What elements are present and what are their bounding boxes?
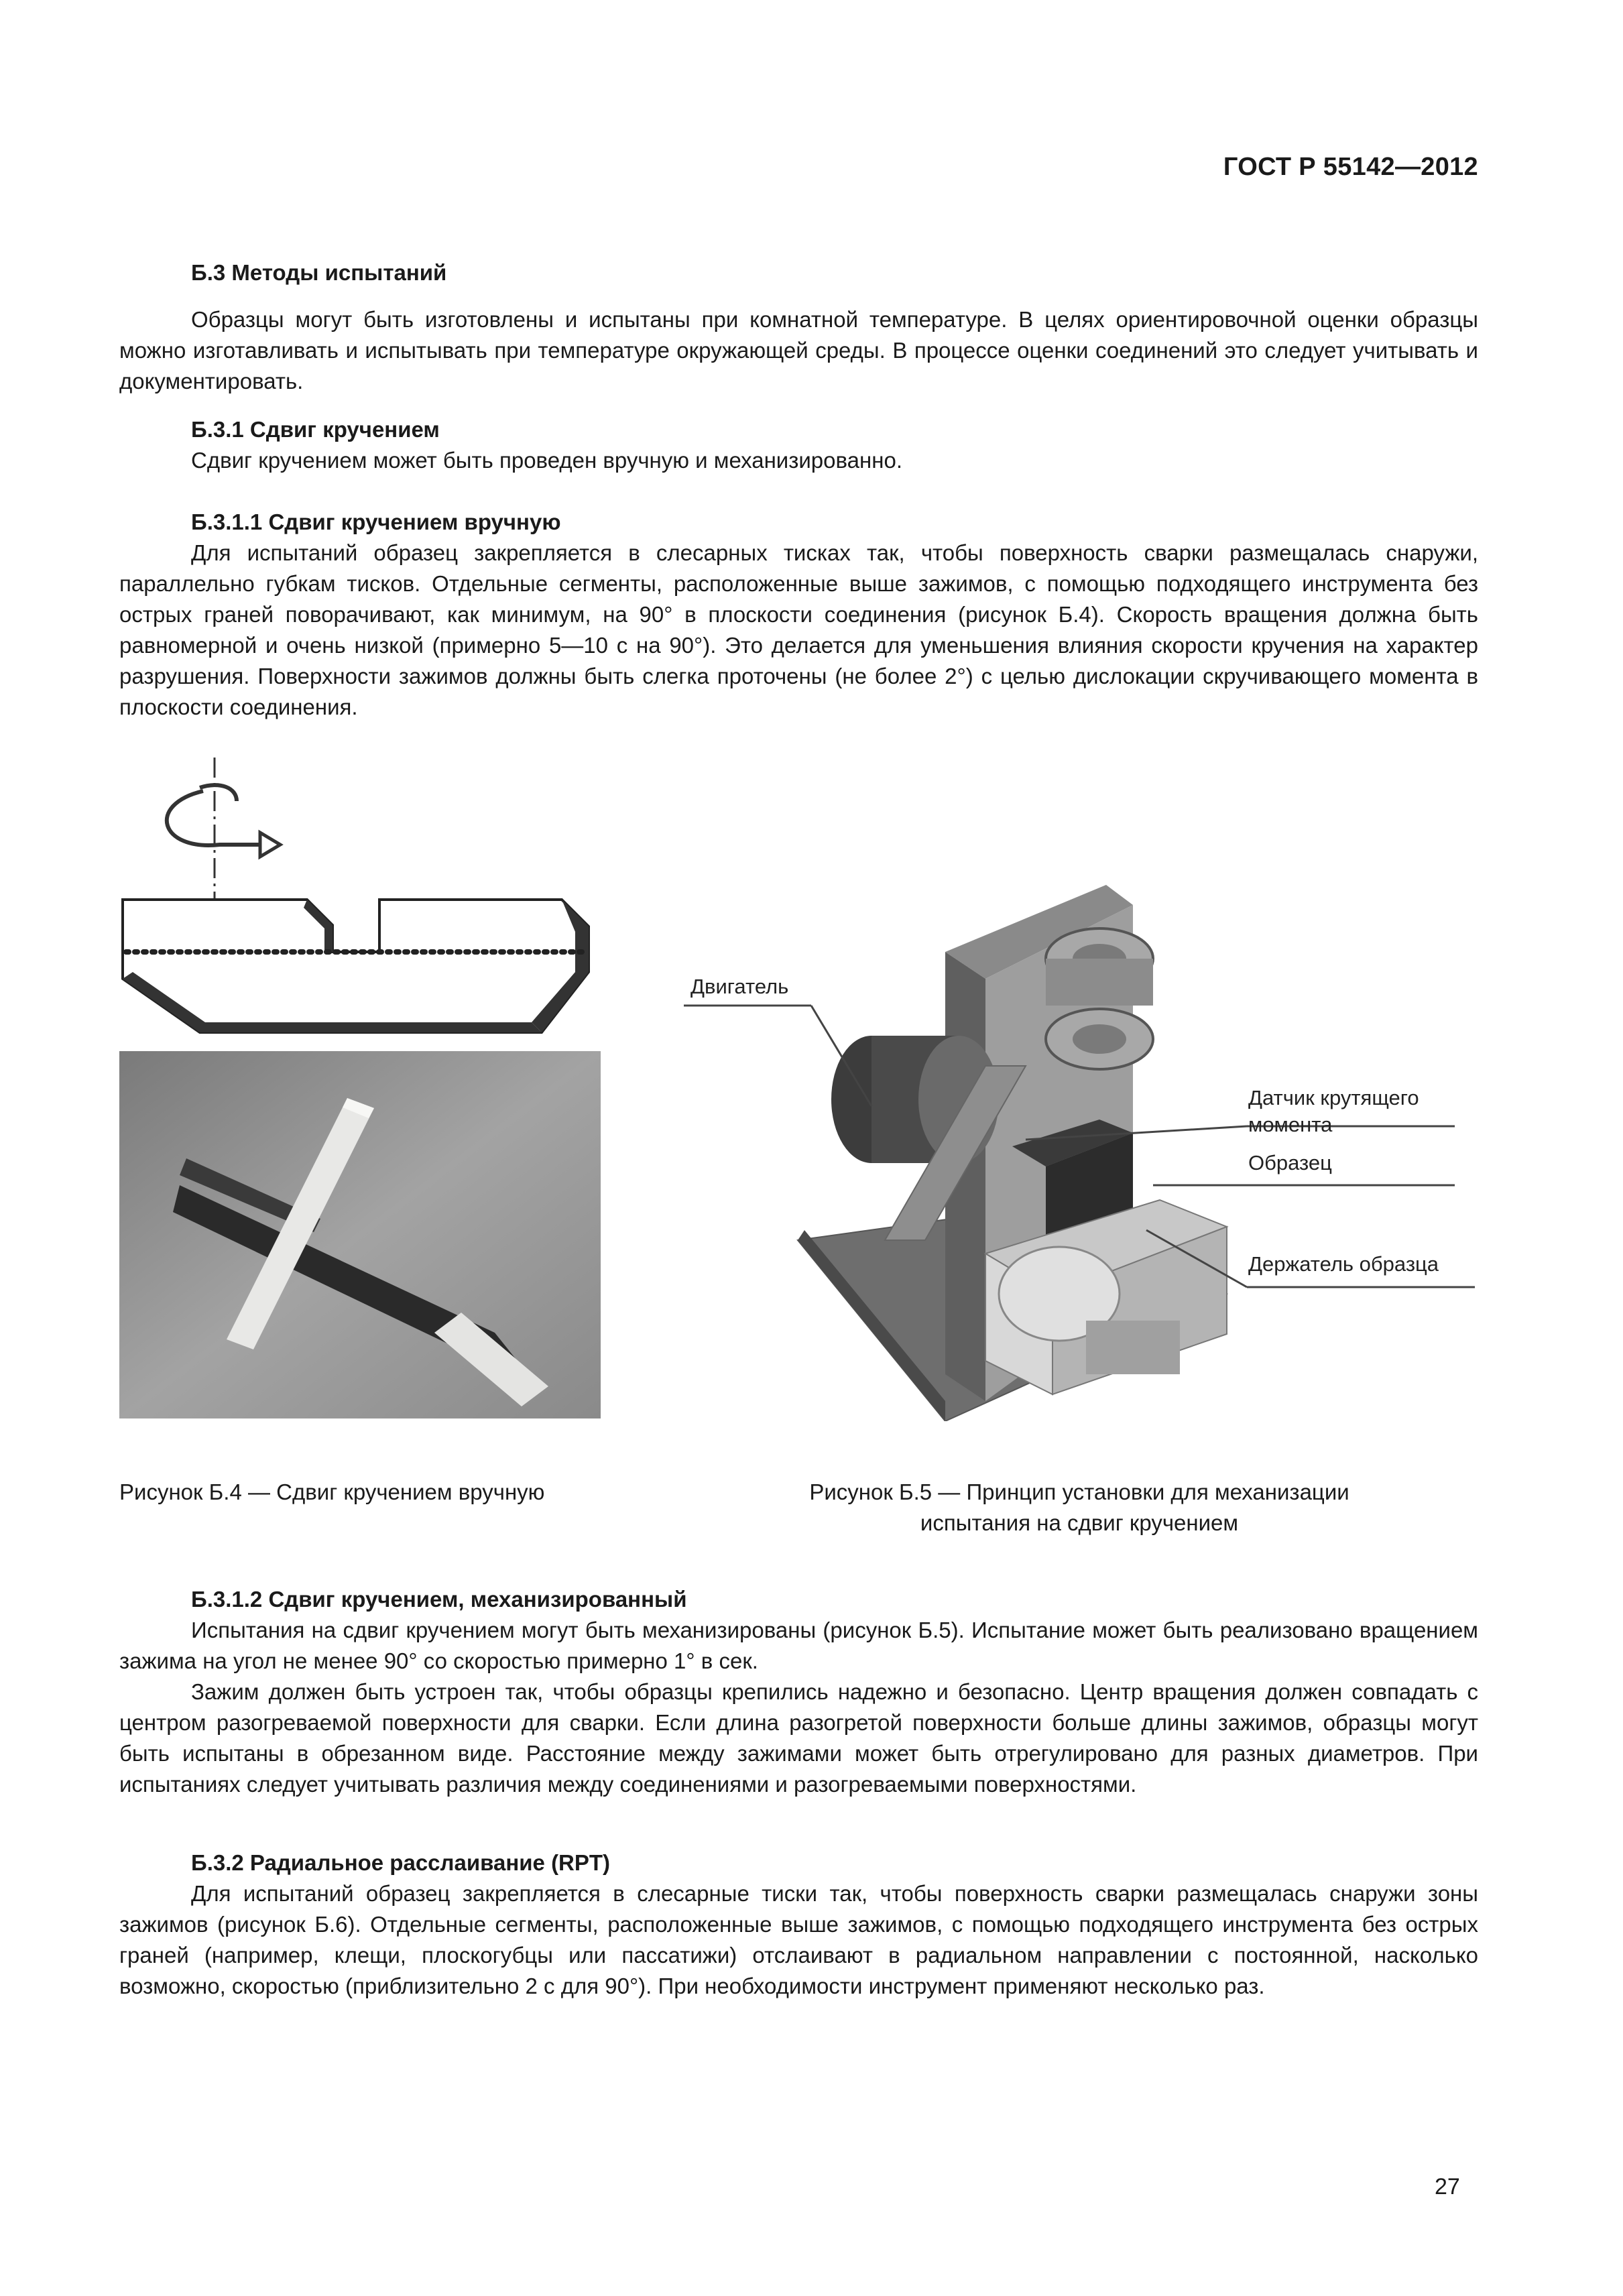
label-torque-sensor-line2: момента [1248, 1113, 1333, 1136]
section-b3-body [119, 304, 1478, 397]
callout-lines [670, 972, 1488, 1294]
label-motor: Двигатель [690, 975, 789, 998]
label-torque-sensor-line1: Датчик крутящего [1248, 1086, 1419, 1109]
section-b3-title: Б.3 Методы испытаний [191, 260, 447, 285]
figure-b5-caption-line2: испытания на сдвиг кручением [920, 1510, 1239, 1535]
label-sample: Образец [1248, 1151, 1332, 1174]
figure-b5-caption [764, 1477, 1394, 1538]
torsion-schematic-icon [119, 751, 602, 1046]
paragraph: Образцы могут быть изготовлены и испытаны при комнатной температуре. В целях ориентировочной оценки образцы можно изготавливать и испытывать при температуре окружающей среды. В процессе оценки соединений это следует учитывать и документировать. [119, 307, 1478, 394]
paragraph: Зажим должен быть устроен так, чтобы образцы крепились надежно и безопасно. Центр вращения должен совпадать с центром разогреваемой поверхности для сварки. Если длина разогретой поверхности больше длины зажимов, образцы могут быть испытаны в обрезанном виде. Расстояние между зажимами может быть отрегулировано для разных диаметров. При испытаниях следует учитывать различия между соединениями и разогреваемыми поверхностями. [119, 1679, 1478, 1797]
section-b311-title: Б.3.1.1 Сдвиг кручением вручную [191, 509, 561, 534]
section-b32-body [119, 1878, 1478, 2002]
section-b31-body [119, 445, 1478, 476]
section-b32-title: Б.3.2 Радиальное расслаивание (RPT) [191, 1850, 611, 1875]
paragraph: Сдвиг кручением может быть проведен вручную и механизированно. [191, 448, 902, 473]
paragraph: Для испытаний образец закрепляется в слесарных тисках так, чтобы поверхность сварки размещалась снаружи, параллельно губкам тисков. Отдельные сегменты, расположенные выше зажимов, с помощью подходящего инструмента без острых граней поворачивают, как минимум, на 90° в плоскости соединения (рисунок Б.4). Скорость вращения должна быть равномерной и очень низкой (примерно 5—10 с на 90°). Это делается для уменьшения влияния скорости кручения на характер разрушения. Поверхности зажимов должны быть слегка проточены (не более 2°) с целью дислокации скручивающего момента в плоскости соединения. [119, 540, 1478, 719]
section-b312-body [119, 1615, 1478, 1800]
paragraph: Испытания на сдвиг кручением могут быть механизированы (рисунок Б.5). Испытание может быть реализовано вращением зажима на угол не менее 90° со скоростью примерно 1° в сек. [119, 1618, 1478, 1673]
pliers-specimen-photo-icon [119, 1051, 601, 1418]
page-number: 27 [1435, 2174, 1460, 2199]
section-b311-body [119, 538, 1478, 723]
figure-b4-schematic [119, 751, 602, 1046]
label-specimen-holder: Держатель образца [1248, 1252, 1439, 1276]
figure-b4-caption: Рисунок Б.4 — Сдвиг кручением вручную [119, 1479, 545, 1504]
section-b31-title: Б.3.1 Сдвиг кручением [191, 417, 440, 442]
figure-b5-caption-line1: Рисунок Б.5 — Принцип установки для механизации [809, 1479, 1349, 1504]
document-code: ГОСТ Р 55142—2012 [1223, 153, 1478, 181]
section-b312-title: Б.3.1.2 Сдвиг кручением, механизированный [191, 1587, 687, 1612]
figure-b4-photo [119, 1051, 601, 1418]
paragraph: Для испытаний образец закрепляется в слесарные тиски так, чтобы поверхность сварки размещалась снаружи зоны зажимов (рисунок Б.6). Отдельные сегменты, расположенные выше зажимов, с помощью подходящего инструмента без острых граней (например, клещи, плоскогубцы или пассатижи) отслаивают в радиальном направлении с постоянной, насколько возможно, скоростью (приблизительно 2 с для 90°). При необходимости инструмент применяют несколько раз. [119, 1881, 1478, 1998]
